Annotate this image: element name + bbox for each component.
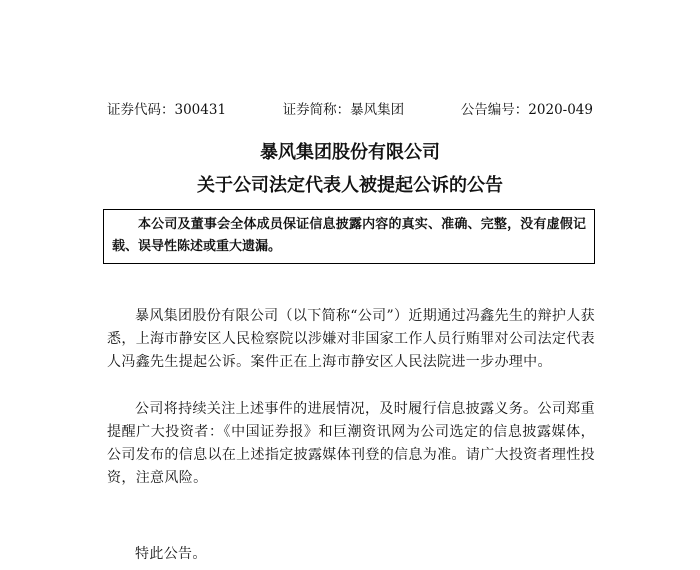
closing-remark: 特此公告。 <box>135 546 207 562</box>
body-paragraph-2: 公司将持续关注上述事件的进展情况，及时履行信息披露义务。公司郑重提醒广大投资者：《中国证券报》和巨潮资讯网为公司选定的信息披露媒体，公司发布的信息以在上述指定披露媒体刊登的信息为准。请广大投资者理性投资，注意风险。 <box>107 401 595 486</box>
body-paragraph-1: 暴风集团股份有限公司（以下简称“公司”）近期通过冯鑫先生的辩护人获悉，上海市静安区人民检察院以涉嫌对非国家工作人员行贿罪对公司法定代表人冯鑫先生提起公诉。案件正在上海市静安区人民法院进一步办理中。 <box>107 308 595 370</box>
announcement-number: 公告编号：2020-049 <box>460 102 593 118</box>
announcement-title: 关于公司法定代表人被提起公诉的公告 <box>197 175 503 196</box>
stock-code: 证券代码：300431 <box>107 102 227 118</box>
document-header <box>107 101 593 119</box>
disclaimer-statement: 本公司及董事会全体成员保证信息披露内容的真实、准确、完整，没有虚假记载、误导性陈述或重大遗漏。 <box>103 209 595 264</box>
stock-abbreviation: 证券简称：暴风集团 <box>282 102 405 118</box>
company-title: 暴风集团股份有限公司 <box>260 142 440 163</box>
